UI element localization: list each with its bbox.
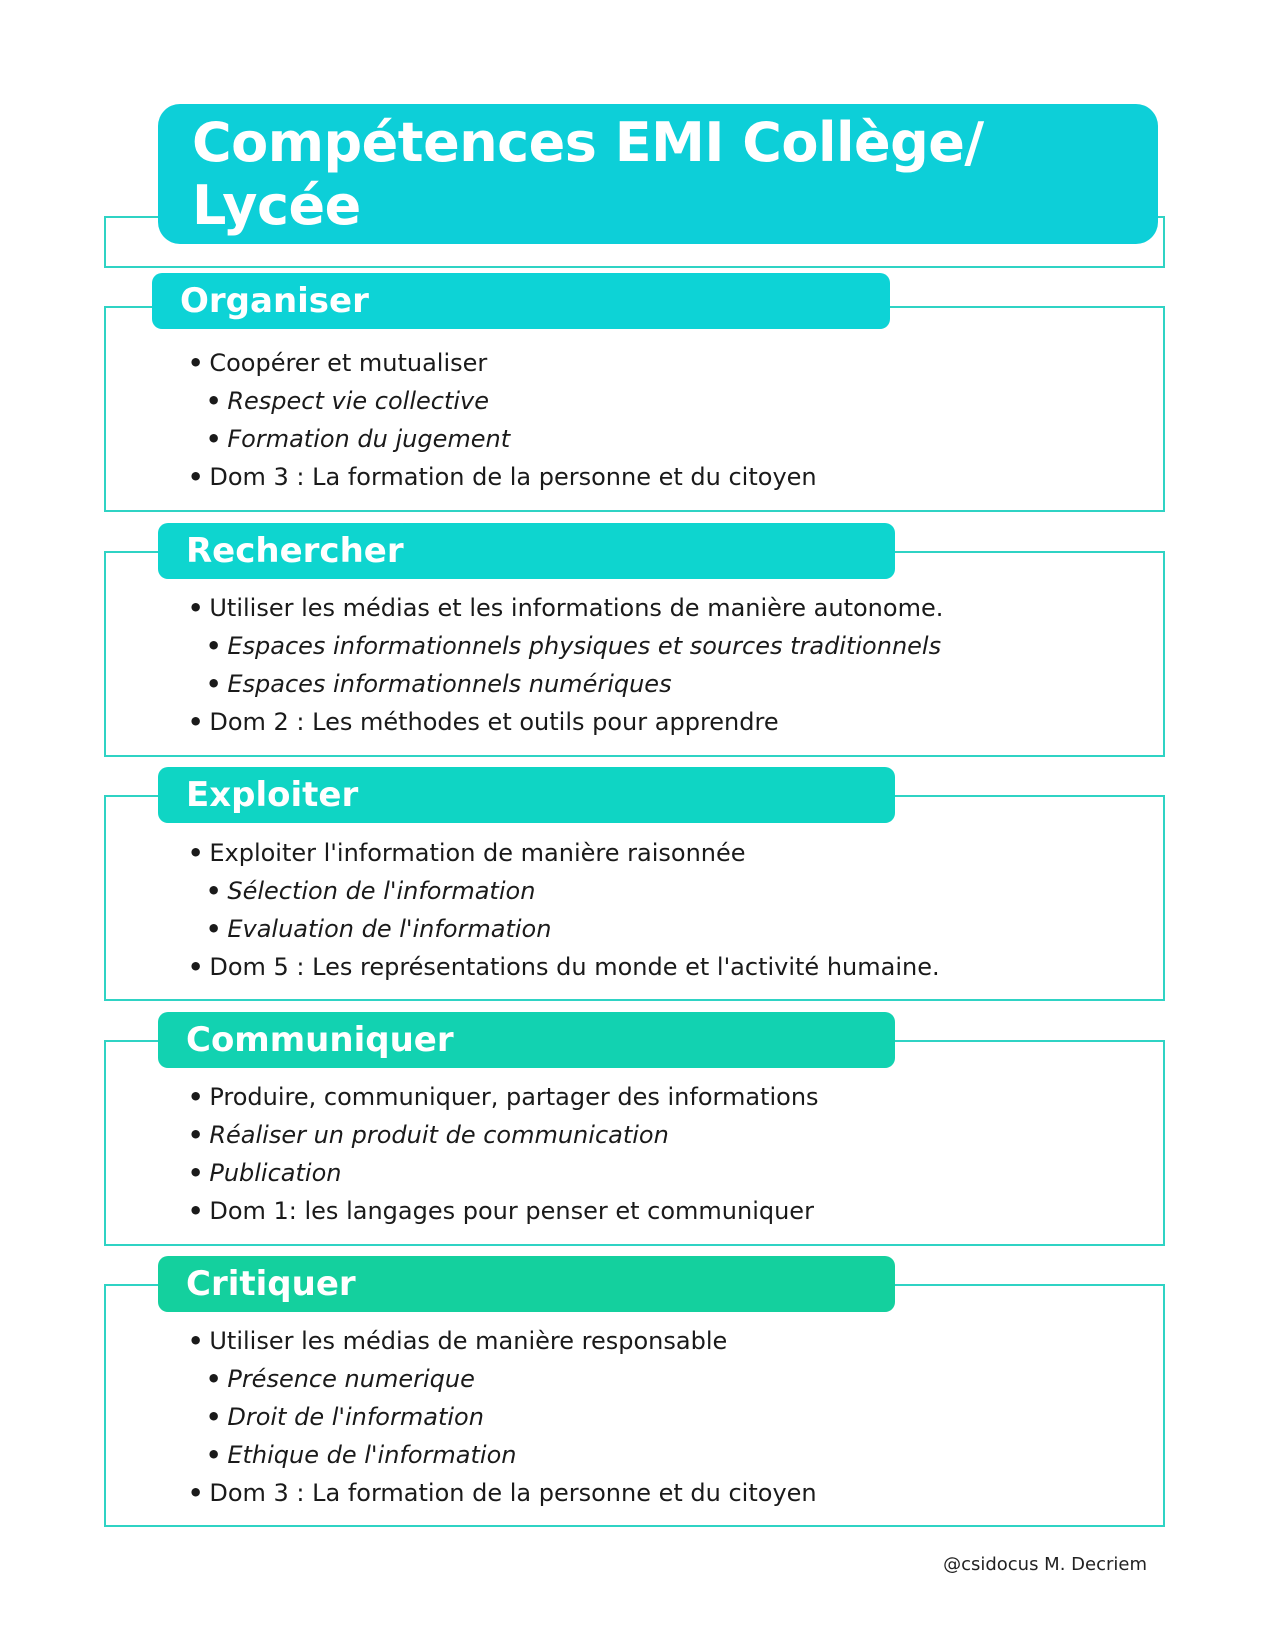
- list-item: • Publication: [188, 1154, 819, 1192]
- list-item: • Utiliser les médias de manière responsable: [188, 1322, 817, 1360]
- list-item: • Dom 1: les langages pour penser et communiquer: [188, 1192, 819, 1230]
- section-communiquer-heading: Communiquer: [158, 1012, 895, 1068]
- page-title: Compétences EMI Collège/ Lycée: [158, 104, 1158, 244]
- list-item: • Réaliser un produit de communication: [188, 1116, 819, 1154]
- list-item: • Exploiter l'information de manière raisonnée: [188, 834, 940, 872]
- section-organiser-list: [188, 344, 817, 496]
- list-item: • Evaluation de l'information: [188, 910, 940, 948]
- list-item: • Formation du jugement: [188, 420, 817, 458]
- list-item: • Dom 2 : Les méthodes et outils pour apprendre: [188, 703, 943, 741]
- section-exploiter-list: [188, 834, 940, 986]
- list-item: • Droit de l'information: [188, 1398, 817, 1436]
- list-item: • Dom 3 : La formation de la personne et du citoyen: [188, 1474, 817, 1512]
- section-rechercher-heading: Rechercher: [158, 523, 895, 579]
- list-item: • Dom 3 : La formation de la personne et du citoyen: [188, 458, 817, 496]
- section-communiquer-list: [188, 1078, 819, 1230]
- list-item: • Utiliser les médias et les informations de manière autonome.: [188, 589, 943, 627]
- section-critiquer-heading: Critiquer: [158, 1256, 895, 1312]
- list-item: • Respect vie collective: [188, 382, 817, 420]
- section-rechercher-list: [188, 589, 943, 741]
- list-item: • Sélection de l'information: [188, 872, 940, 910]
- section-exploiter-heading: Exploiter: [158, 767, 895, 823]
- list-item: • Présence numerique: [188, 1360, 817, 1398]
- list-item: • Espaces informationnels numériques: [188, 665, 943, 703]
- list-item: • Ethique de l'information: [188, 1436, 817, 1474]
- section-organiser-heading: Organiser: [152, 273, 890, 329]
- list-item: • Coopérer et mutualiser: [188, 344, 817, 382]
- list-item: • Espaces informationnels physiques et sources traditionnels: [188, 627, 943, 665]
- list-item: • Dom 5 : Les représentations du monde et l'activité humaine.: [188, 948, 940, 986]
- section-critiquer-list: [188, 1322, 817, 1512]
- list-item: • Produire, communiquer, partager des informations: [188, 1078, 819, 1116]
- author-credit: @csidocus M. Decriem: [943, 1554, 1147, 1575]
